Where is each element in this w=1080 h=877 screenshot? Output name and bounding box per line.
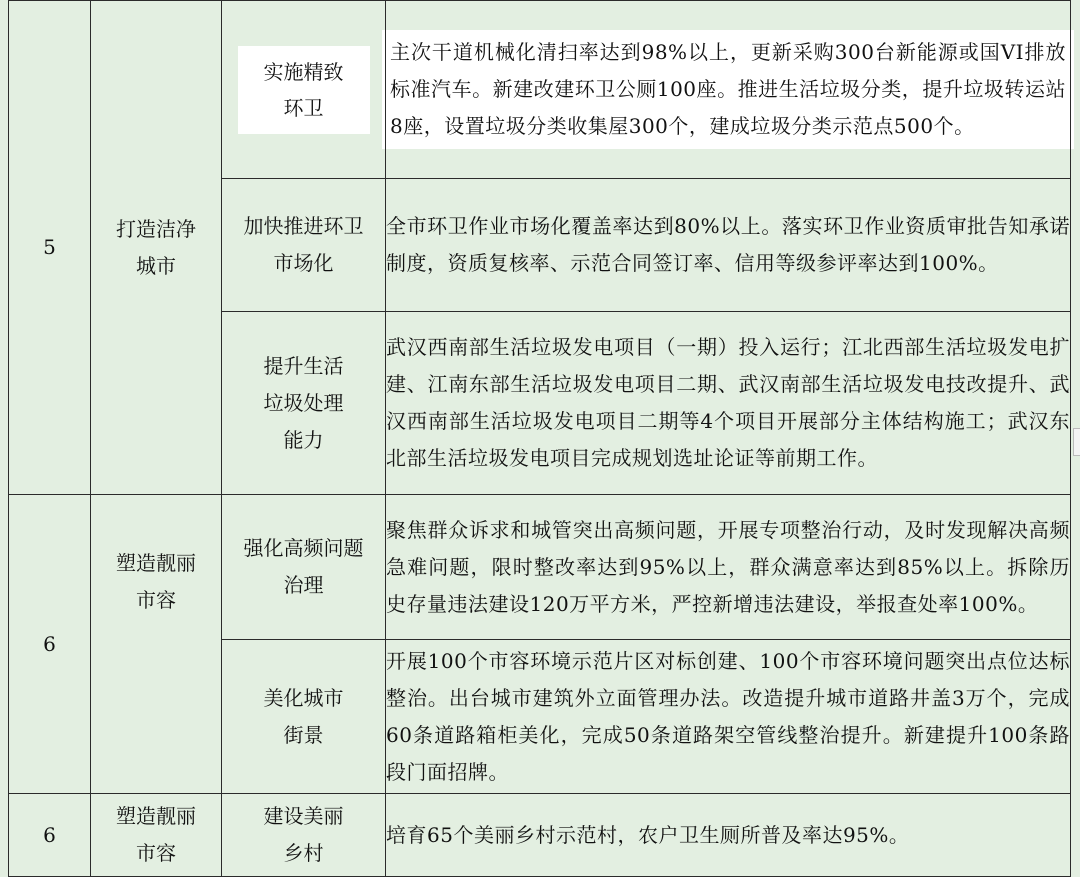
description-text: 聚焦群众诉求和城管突出高频问题，开展专项整治行动，及时发现解决高频急难问题，限时整改率达到95%以上，群众满意率达到85%以上。拆除历史存量违法建设120万平方米，严控新增违法建设，举报查处率100%。 — [386, 517, 1070, 616]
category-label: 打造洁净城市 — [116, 216, 196, 278]
row-number: 6 — [9, 495, 91, 794]
description-text: 全市环卫作业市场化覆盖率达到80%以上。落实环卫作业资质审批告知承诺制度，资质复核率、示范合同签订率、信用等级参评率达到100%。 — [386, 214, 1070, 275]
description-cell — [386, 794, 1071, 877]
policy-table — [8, 0, 1071, 877]
table-row — [9, 1, 1071, 179]
subcategory-cell — [222, 1, 386, 179]
subcategory-label: 提升生活垃圾处理能力 — [263, 353, 344, 452]
page-edge-tab — [1073, 428, 1080, 456]
description-cell — [386, 1, 1071, 179]
category-label: 塑造靓丽市容 — [116, 804, 196, 865]
subcategory-label — [238, 46, 370, 134]
subcategory-label: 加快推进环卫市场化 — [243, 214, 364, 275]
category-cell — [91, 794, 222, 877]
description-text: 武汉西南部生活垃圾发电项目（一期）投入运行；江北西部生活垃圾发电扩建、江南东部生活垃圾发电项目二期、武汉南部生活垃圾发电技改提升、武汉西南部生活垃圾发电项目二期等4个项目开展部分主体结构施工；武汉东北部生活垃圾发电项目完成规划选址论证等前期工作。 — [386, 335, 1070, 470]
description-text: 培育65个美丽乡村示范村，农户卫生厕所普及率达95%。 — [386, 822, 910, 847]
row-number: 5 — [9, 1, 91, 495]
category-cell — [91, 495, 222, 794]
description-cell — [386, 640, 1071, 794]
category-cell — [91, 1, 222, 495]
subcategory-cell — [222, 495, 386, 640]
subcategory-cell — [222, 640, 386, 794]
subcategory-cell — [222, 794, 386, 877]
description-cell — [386, 495, 1071, 640]
category-label: 塑造靓丽市容 — [116, 551, 196, 612]
row-number: 6 — [9, 794, 91, 877]
subcategory-label: 建设美丽乡村 — [263, 804, 344, 865]
subcategory-text: 实施精致环卫 — [263, 59, 344, 120]
subcategory-label: 美化城市街景 — [263, 685, 344, 747]
table-row — [9, 495, 1071, 640]
description-text: 开展100个市容环境示范片区对标创建、100个市容环境问题突出点位达标整治。出台城市建筑外立面管理办法。改造提升城市道路井盖3万个，完成60条道路箱柜美化，完成50条道路架空管线整治提升。新建提升100条路段门面招牌。 — [386, 648, 1070, 784]
description-text: 主次干道机械化清扫率达到98%以上，更新采购300台新能源或国VI排放标准汽车。新建改建环卫公厕100座。推进生活垃圾分类，提升垃圾转运站8座，设置垃圾分类收集屋300个，建成垃圾分类示范点500个。 — [382, 30, 1074, 149]
subcategory-cell — [222, 312, 386, 495]
subcategory-cell — [222, 179, 386, 312]
description-cell — [386, 179, 1071, 312]
table-row — [9, 794, 1071, 877]
subcategory-label: 强化高频问题治理 — [243, 536, 364, 597]
description-cell — [386, 312, 1071, 495]
